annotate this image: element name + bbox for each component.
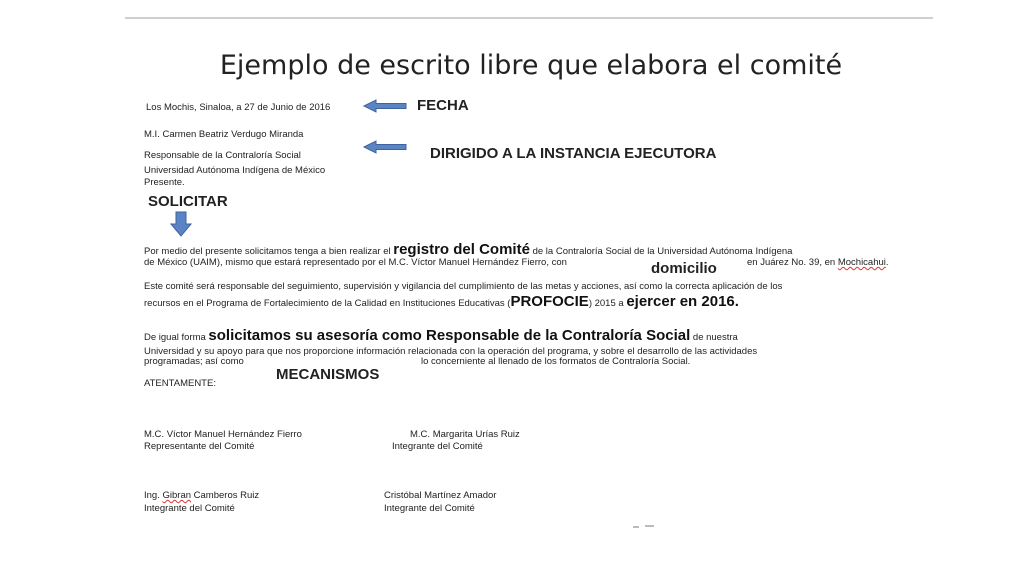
paragraph-2-line-2 — [144, 293, 739, 310]
sig3-prefix: Ing. — [144, 490, 160, 501]
sig2-role: Integrante del Comité — [392, 441, 483, 452]
p3-text-pre: De igual forma — [144, 332, 206, 343]
p1-period: . — [885, 257, 889, 268]
p2-text-c: ) 2015 a — [588, 298, 624, 309]
sig4-name: Cristóbal Martínez Amador — [384, 490, 497, 501]
annotation-fecha: FECHA — [417, 97, 469, 114]
annotation-solicitar: SOLICITAR — [148, 193, 228, 210]
sig4-role: Integrante del Comité — [384, 503, 475, 514]
p1-place: Mochicahui — [837, 257, 886, 268]
p2-bold-ejercer: ejercer en 2016. — [626, 293, 739, 310]
sig1-role: Representante del Comité — [144, 441, 255, 452]
annotation-domicilio: domicilio — [651, 260, 717, 277]
p1-text-a: Por medio del presente solicitamos tenga a bien realizar el — [144, 246, 391, 257]
recipient-org: Universidad Autónoma Indígena de México — [144, 165, 326, 176]
fecha-arrow-icon — [362, 98, 408, 114]
p1-bold-registro: registro del Comité — [393, 241, 530, 258]
slide-title: Ejemplo de escrito libre que elabora el comité — [219, 50, 843, 81]
recipient-role: Responsable de la Contraloría Social — [144, 150, 301, 161]
paragraph-1-line-1 — [144, 241, 792, 258]
paragraph-1-line-2-left: de México (UAIM), mismo que estará representado por el M.C. Víctor Manuel Hernández Fierro, con — [144, 257, 567, 268]
dirigido-arrow-icon — [362, 139, 408, 155]
p1-text-b: de la Contraloría Social de la Universidad Autónoma Indígena — [532, 246, 793, 257]
paragraph-3-line-3a: programadas; así como — [144, 356, 244, 367]
recipient-name: M.I. Carmen Beatriz Verdugo Miranda — [144, 129, 304, 140]
p2-text-b: recursos en el Programa de Fortalecimiento de la Calidad en Instituciones Educativas ( — [144, 298, 511, 309]
sig3-name — [144, 490, 259, 501]
paragraph-3-line-3b: lo concerniente al llenado de los formatos de Contraloría Social. — [421, 356, 691, 367]
p1-address: en Juárez No. 39, en — [747, 257, 836, 268]
closing-atentamente: ATENTAMENTE: — [144, 378, 216, 389]
sig3-firstname: Gibran — [162, 490, 192, 501]
letter-date: Los Mochis, Sinaloa, a 27 de Junio de 2016 — [146, 102, 331, 113]
p3-text-post: de nuestra — [692, 332, 738, 343]
paragraph-2-line-1: Este comité será responsable del seguimiento, supervisión y vigilancia del cumplimiento de las metas y acciones, así como la correcta aplicación de los — [144, 281, 783, 292]
sig3-surname: Camberos Ruiz — [193, 490, 260, 501]
sig2-name: M.C. Margarita Urías Ruiz — [410, 429, 520, 440]
solicitar-arrow-icon — [170, 211, 192, 237]
paragraph-3-line-1 — [144, 327, 738, 344]
recipient-present: Presente. — [144, 177, 185, 188]
annotation-dirigido: DIRIGIDO A LA INSTANCIA EJECUTORA — [430, 145, 717, 162]
top-rule — [125, 17, 933, 19]
paragraph-1-line-2-right — [747, 257, 889, 268]
sig3-role: Integrante del Comité — [144, 503, 235, 514]
p3-bold-asesoria: solicitamos su asesoría como Responsable de la Contraloría Social — [208, 327, 691, 344]
sig1-name: M.C. Víctor Manuel Hernández Fierro — [144, 429, 302, 440]
p2-bold-profocie: PROFOCIE — [510, 293, 589, 310]
scan-mark-2 — [645, 525, 654, 527]
paragraph-3-line-2: Universidad y su apoyo para que nos proporcione información relacionada con la operación del programa, y sobre el desarrollo de las actividades — [144, 346, 758, 357]
scan-mark — [633, 526, 639, 528]
annotation-mecanismos: MECANISMOS — [276, 366, 380, 383]
